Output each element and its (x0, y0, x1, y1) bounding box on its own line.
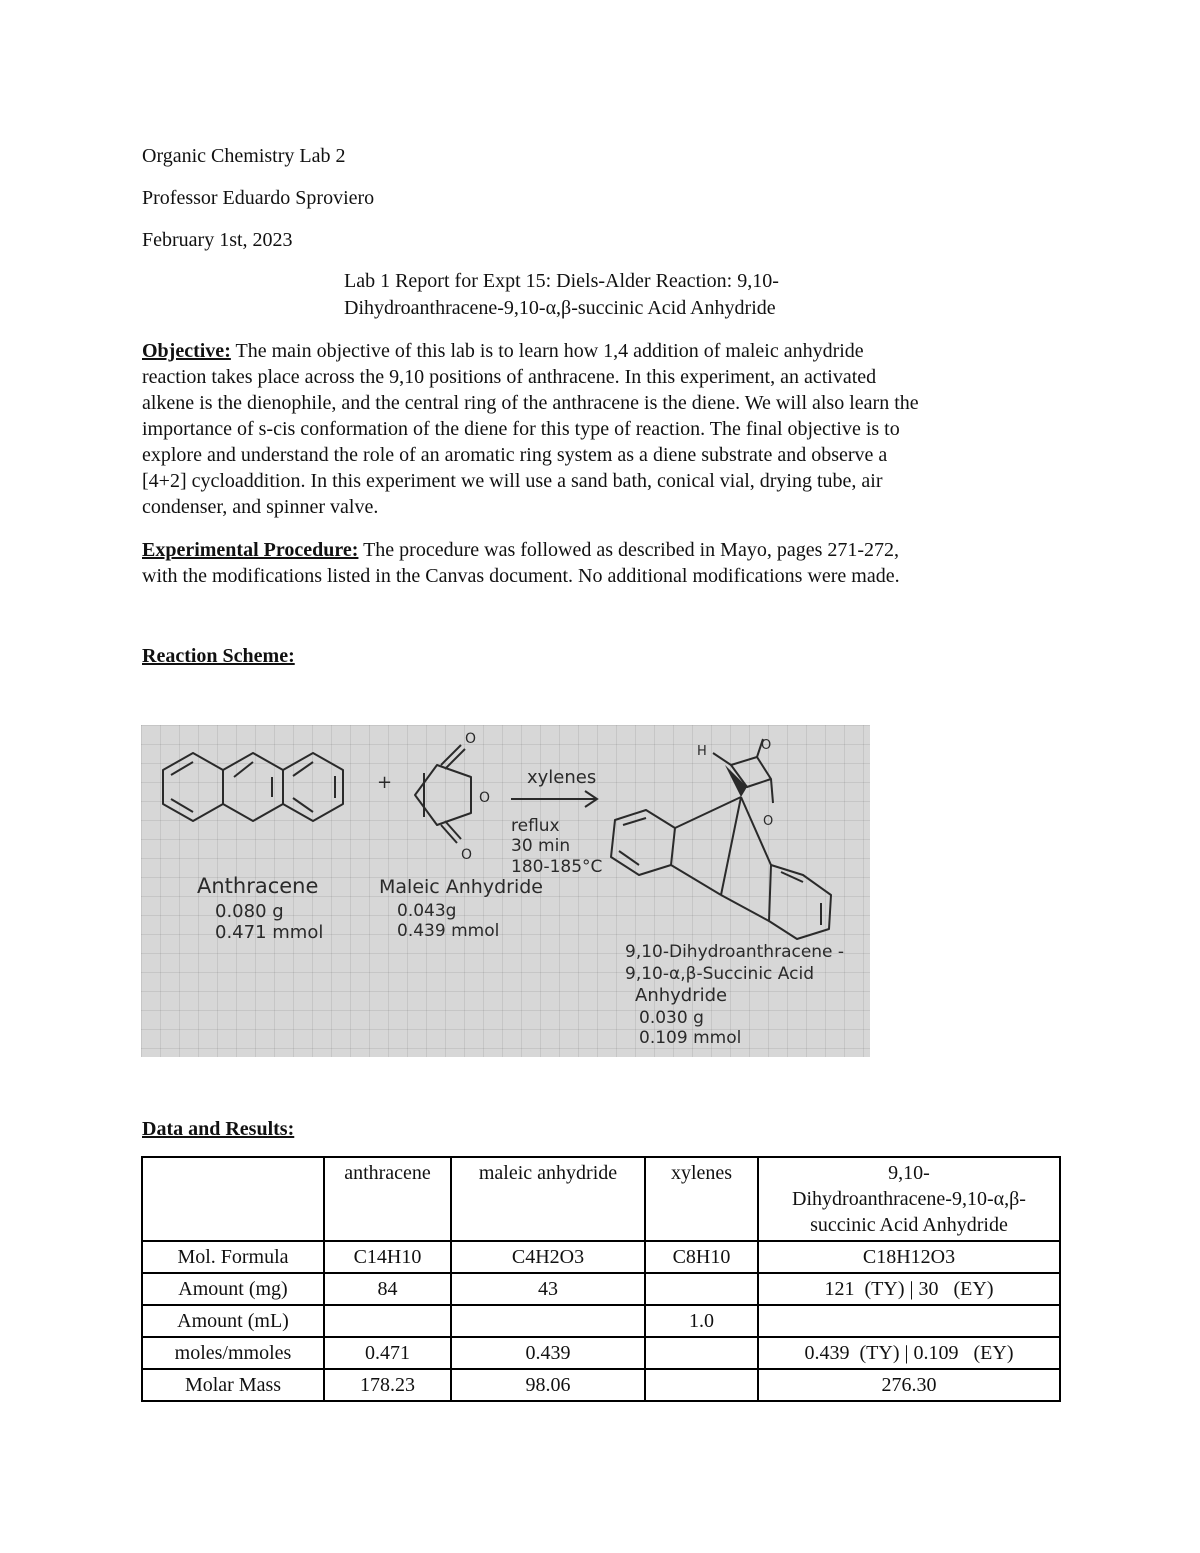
objective-label: Objective: (142, 340, 231, 362)
table-cell (645, 1273, 758, 1305)
product-mass: 0.030 g (639, 1008, 704, 1028)
condition-temperature: 180-185°C (511, 857, 603, 877)
report-title-line-1: Lab 1 Report for Expt 15: Diels-Alder Reaction: 9,10- (344, 270, 779, 292)
table-cell: C4H2O3 (451, 1241, 645, 1273)
table-cell: 0.439 (TY) | 0.109 (EY) (758, 1337, 1060, 1369)
table-cell: 178.23 (324, 1369, 451, 1401)
anthracene-mass: 0.080 g (215, 901, 284, 922)
reaction-scheme-image (141, 725, 870, 1057)
product-carbonyl-o-bottom: O (763, 814, 774, 829)
course-title: Organic Chemistry Lab 2 (142, 145, 346, 167)
table-cell: 98.06 (451, 1369, 645, 1401)
table-cell: Mol. Formula (142, 1241, 324, 1273)
table-cell: 0.471 (324, 1337, 451, 1369)
objective-text-4: importance of s-cis conformation of the diene for this type of reaction. The final objective is to (142, 418, 900, 440)
table-row (142, 1337, 1060, 1369)
product-name-line-1: 9,10-Dihydroanthracene - (625, 942, 845, 962)
table-cell: Molar Mass (142, 1369, 324, 1401)
procedure-text-1: The procedure was followed as described in Mayo, pages 271-272, (358, 539, 900, 561)
product-h-label: H (697, 744, 707, 759)
maleic-anhydride-structure (415, 745, 471, 843)
data-results-table (141, 1156, 1061, 1402)
anthracene-mmol: 0.471 mmol (215, 922, 324, 943)
table-row (142, 1305, 1060, 1337)
anthracene-name: Anthracene (197, 874, 319, 898)
table-cell: 276.30 (758, 1369, 1060, 1401)
procedure-text-2: with the modifications listed in the Canvas document. No additional modifications were made. (142, 565, 900, 587)
maleic-anhydride-mmol: 0.439 mmol (397, 921, 500, 941)
table-cell: C14H10 (324, 1241, 451, 1273)
report-title (344, 268, 779, 322)
maleic-anhydride-mass: 0.043g (397, 901, 457, 921)
procedure-label: Experimental Procedure: (142, 539, 359, 561)
data-results-heading: Data and Results: (142, 1118, 295, 1140)
table-cell: Amount (mL) (142, 1305, 324, 1337)
objective-text-5: explore and understand the role of an aromatic ring system as a diene substrate and observe a (142, 444, 888, 466)
table-cell (645, 1369, 758, 1401)
table-cell: C18H12O3 (758, 1241, 1060, 1273)
condition-reflux: reflux (511, 816, 560, 836)
table-header-cell (142, 1157, 324, 1241)
maleic-carbonyl-o-top: O (465, 731, 477, 747)
table-cell (645, 1337, 758, 1369)
product-structure (611, 739, 831, 939)
table-header-cell: xylenes (645, 1157, 758, 1241)
objective-text-1: The main objective of this lab is to learn how 1,4 addition of maleic anhydride (230, 340, 864, 362)
maleic-ring-o: O (479, 790, 491, 806)
table-cell: 0.439 (451, 1337, 645, 1369)
objective-text-6: [4+2] cycloaddition. In this experiment we will use a sand bath, conical vial, drying tube, air (142, 470, 883, 492)
objective-text-3: alkene is the dienophile, and the central ring of the anthracene is the diene. We will also learn the (142, 392, 919, 414)
product-carbonyl-o-top: O (761, 738, 772, 753)
table-cell: 121 (TY) | 30 (EY) (758, 1273, 1060, 1305)
product-name-line-2: 9,10-α,β-Succinic Acid (625, 964, 815, 984)
anthracene-structure (163, 753, 343, 821)
table-header-cell: 9,10- Dihydroanthracene-9,10-α,β- succinic Acid Anhydride (758, 1157, 1060, 1241)
reaction-scheme-drawing (141, 725, 870, 1057)
table-cell (451, 1305, 645, 1337)
solvent-label: xylenes (527, 767, 597, 788)
objective-text-7: condenser, and spinner valve. (142, 496, 379, 518)
professor-name: Professor Eduardo Sproviero (142, 187, 375, 209)
maleic-carbonyl-o-bottom: O (461, 847, 473, 863)
table-cell (324, 1305, 451, 1337)
table-cell (758, 1305, 1060, 1337)
objective-text-2: reaction takes place across the 9,10 positions of anthracene. In this experiment, an activated (142, 366, 877, 388)
procedure-section (142, 537, 1072, 589)
table-row (142, 1369, 1060, 1401)
reaction-scheme-heading: Reaction Scheme: (142, 645, 295, 667)
table-cell: 1.0 (645, 1305, 758, 1337)
table-cell: C8H10 (645, 1241, 758, 1273)
maleic-anhydride-name: Maleic Anhydride (379, 876, 543, 898)
table-cell: Amount (mg) (142, 1273, 324, 1305)
report-date: February 1st, 2023 (142, 229, 293, 251)
table-cell: moles/mmoles (142, 1337, 324, 1369)
table-header-cell: maleic anhydride (451, 1157, 645, 1241)
table-row (142, 1273, 1060, 1305)
table-header-row (142, 1157, 1060, 1241)
table-header-cell: anthracene (324, 1157, 451, 1241)
product-mmol: 0.109 mmol (639, 1028, 742, 1048)
table-cell: 84 (324, 1273, 451, 1305)
table-row (142, 1241, 1060, 1273)
table-cell: 43 (451, 1273, 645, 1305)
product-name-line-3: Anhydride (635, 985, 728, 1006)
objective-section (142, 338, 1072, 520)
plus-sign: + (377, 772, 393, 793)
condition-time: 30 min (511, 836, 571, 856)
report-title-line-2: Dihydroanthracene-9,10-α,β-succinic Acid Anhydride (344, 297, 776, 319)
